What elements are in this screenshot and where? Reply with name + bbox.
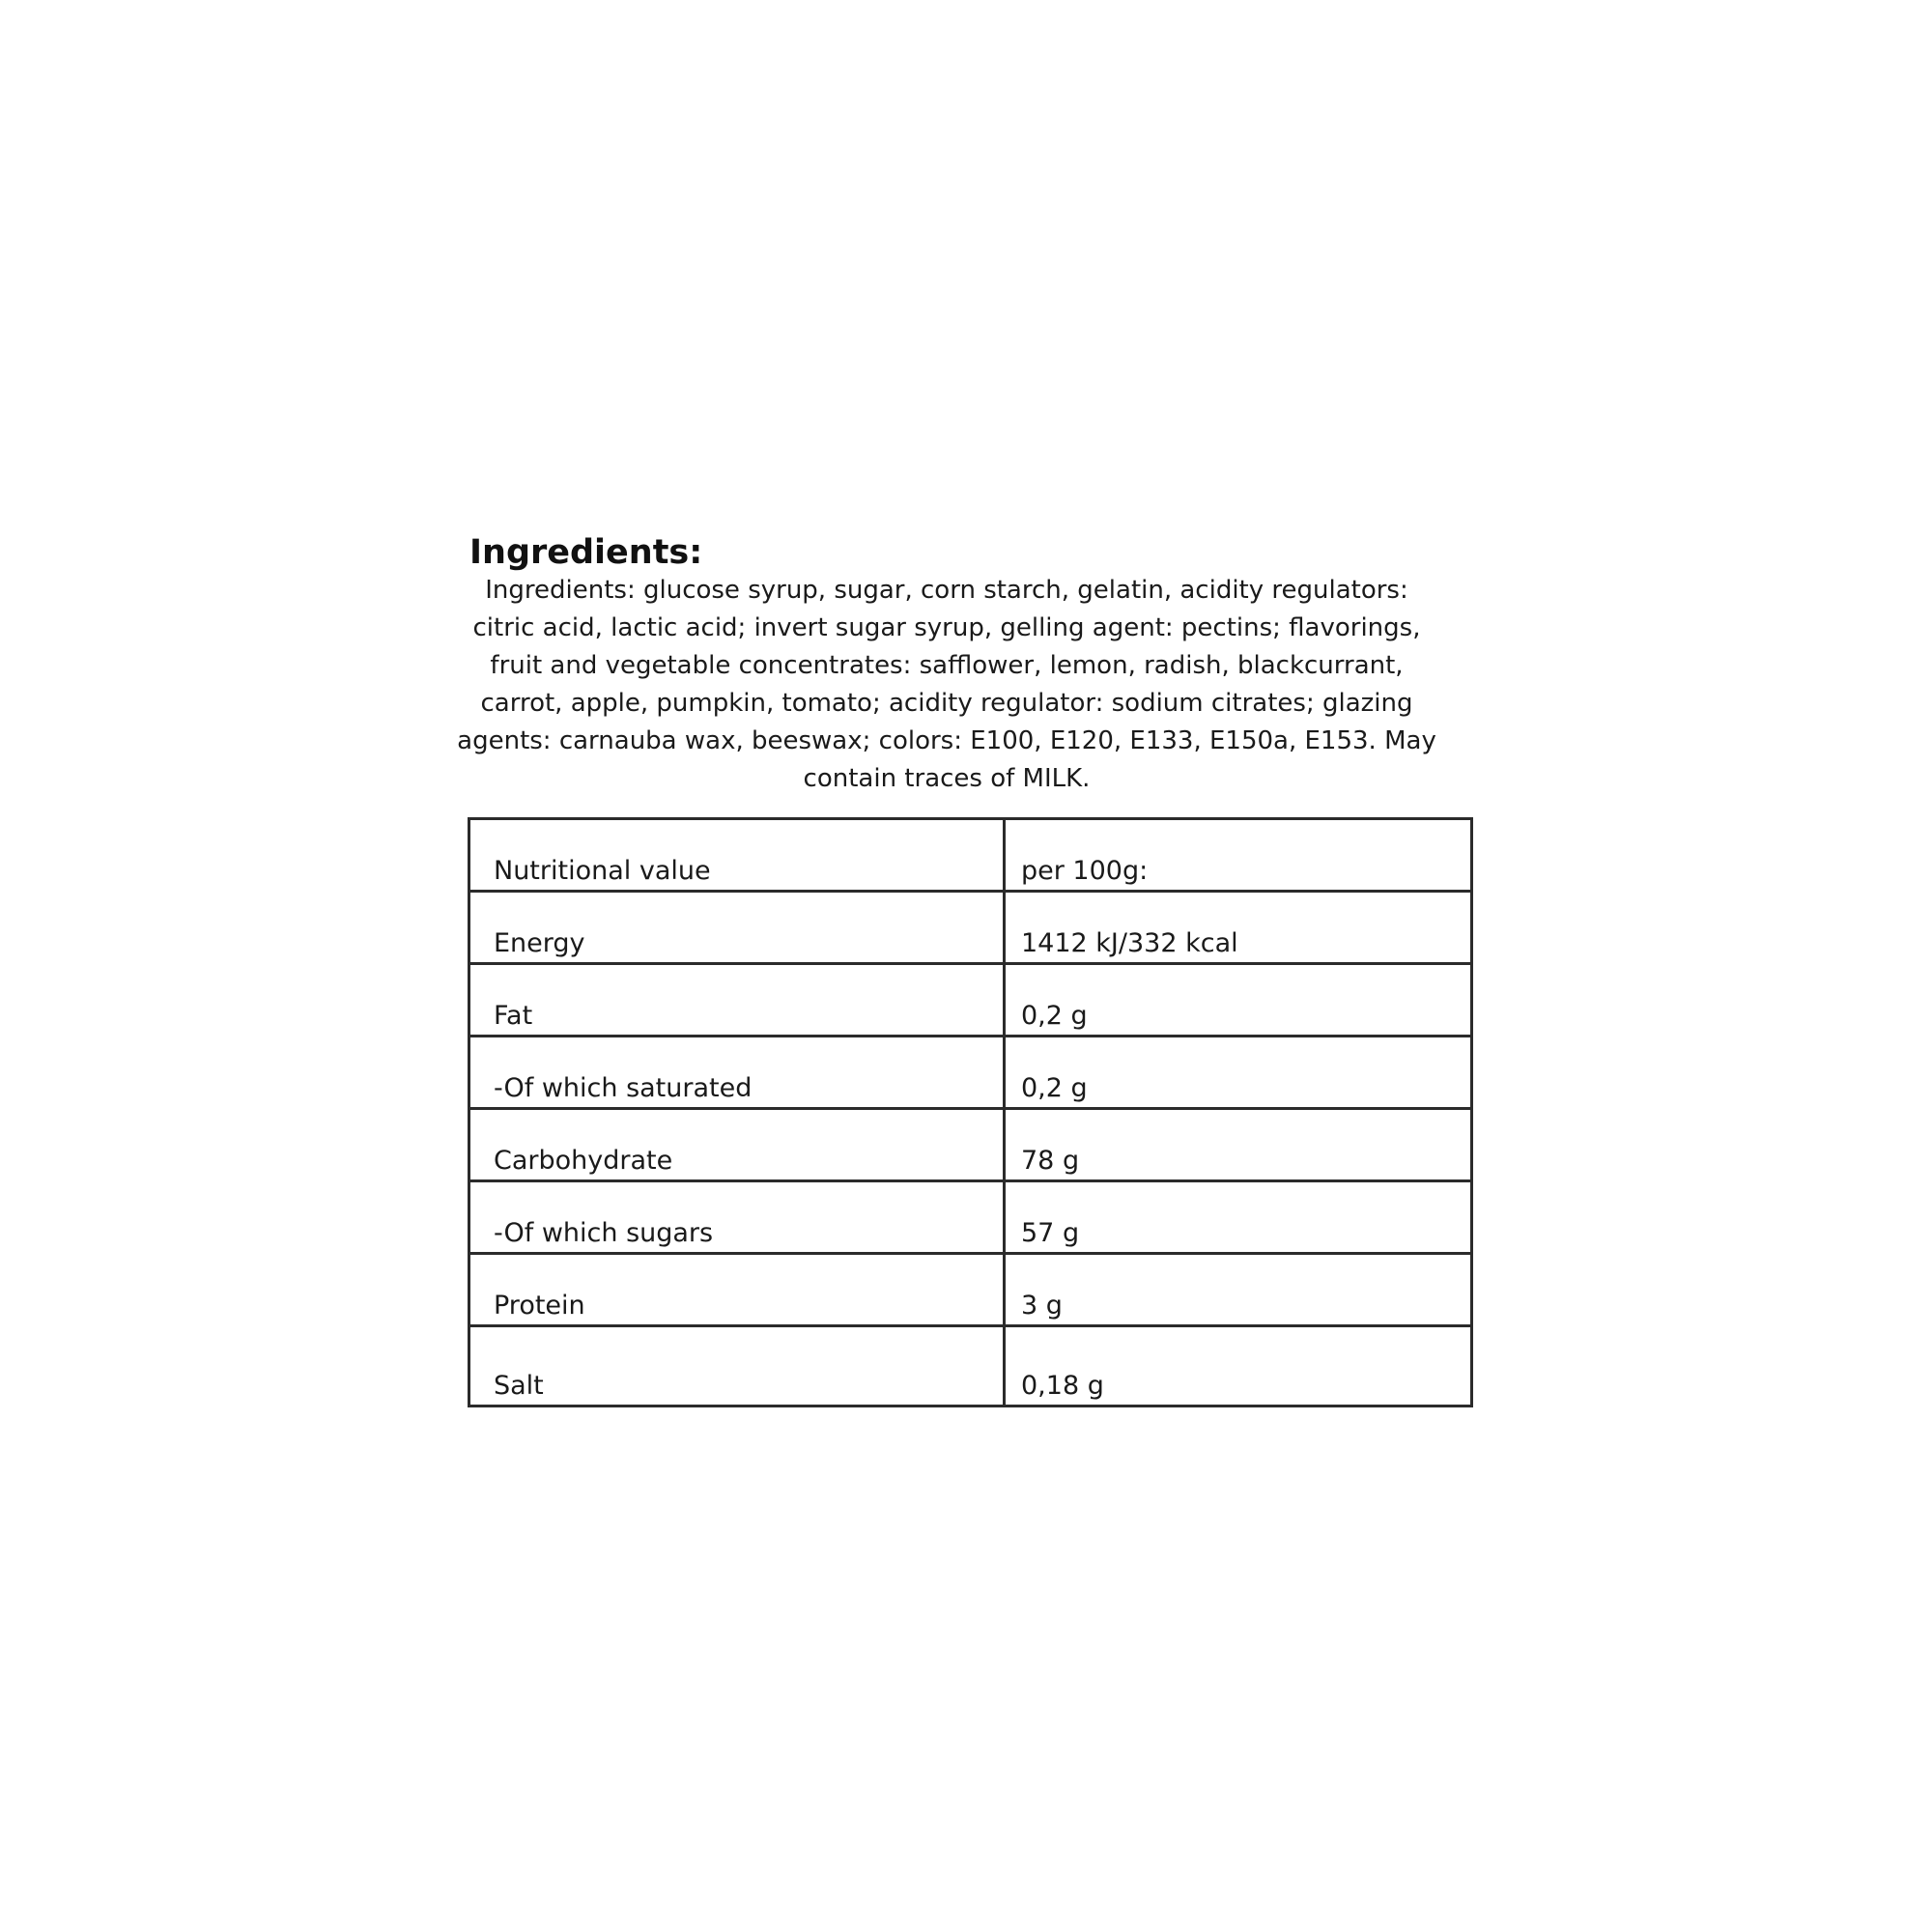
table-row-fat xyxy=(469,964,1472,1037)
ingredients-heading: Ingredients: xyxy=(469,533,703,572)
row-label-cell xyxy=(469,1037,1005,1109)
row-value: 78 g xyxy=(1021,1146,1080,1176)
header-label: Nutritional value xyxy=(494,856,711,886)
row-label-cell xyxy=(469,964,1005,1037)
row-value-cell xyxy=(1005,892,1472,964)
row-value-cell xyxy=(1005,1037,1472,1109)
row-label: -Of which saturated xyxy=(494,1073,753,1103)
header-value-cell xyxy=(1005,819,1472,892)
row-label: Protein xyxy=(494,1291,585,1321)
row-value: 0,2 g xyxy=(1021,1001,1088,1031)
row-label: Carbohydrate xyxy=(494,1146,673,1176)
row-label-cell xyxy=(469,892,1005,964)
row-label-cell xyxy=(469,1326,1005,1406)
row-value-cell xyxy=(1005,1326,1472,1406)
row-value: 0,18 g xyxy=(1021,1371,1104,1401)
row-value: 0,2 g xyxy=(1021,1073,1088,1103)
header-value: per 100g: xyxy=(1021,856,1149,886)
table-row-saturated xyxy=(469,1037,1472,1109)
row-value-cell xyxy=(1005,1254,1472,1326)
row-label: -Of which sugars xyxy=(494,1218,714,1248)
row-value-cell xyxy=(1005,1181,1472,1254)
row-label-cell xyxy=(469,1254,1005,1326)
table-row-salt xyxy=(469,1326,1472,1406)
row-value: 57 g xyxy=(1021,1218,1080,1248)
nutrition-table xyxy=(468,817,1473,1407)
table-header-row xyxy=(469,819,1472,892)
row-value-cell xyxy=(1005,964,1472,1037)
row-value-cell xyxy=(1005,1109,1472,1181)
table-row-carbohydrate xyxy=(469,1109,1472,1181)
row-label-cell xyxy=(469,1181,1005,1254)
table-row-sugars xyxy=(469,1181,1472,1254)
row-label: Energy xyxy=(494,928,585,958)
row-label: Fat xyxy=(494,1001,533,1031)
table-row-energy xyxy=(469,892,1472,964)
row-value: 3 g xyxy=(1021,1291,1063,1321)
row-value: 1412 kJ/332 kcal xyxy=(1021,928,1238,958)
header-label-cell xyxy=(469,819,1005,892)
table-row-protein xyxy=(469,1254,1472,1326)
row-label-cell xyxy=(469,1109,1005,1181)
row-label: Salt xyxy=(494,1371,544,1401)
ingredients-text: Ingredients: glucose syrup, sugar, corn starch, gelatin, acidity regulators: citric acid, lactic acid; invert sugar syrup, gelling agent: pectins; flavorings, fruit and vegetable concentrates: safflower, lemon, radish, blackcurrant, carrot, apple, pumpkin, tomato; acidity regulator: sodium citrates; glazing agents: carnauba wax, beeswax; colors: E100, E120, E133, E150a, E153. May contain traces of MILK. xyxy=(457,576,1436,793)
